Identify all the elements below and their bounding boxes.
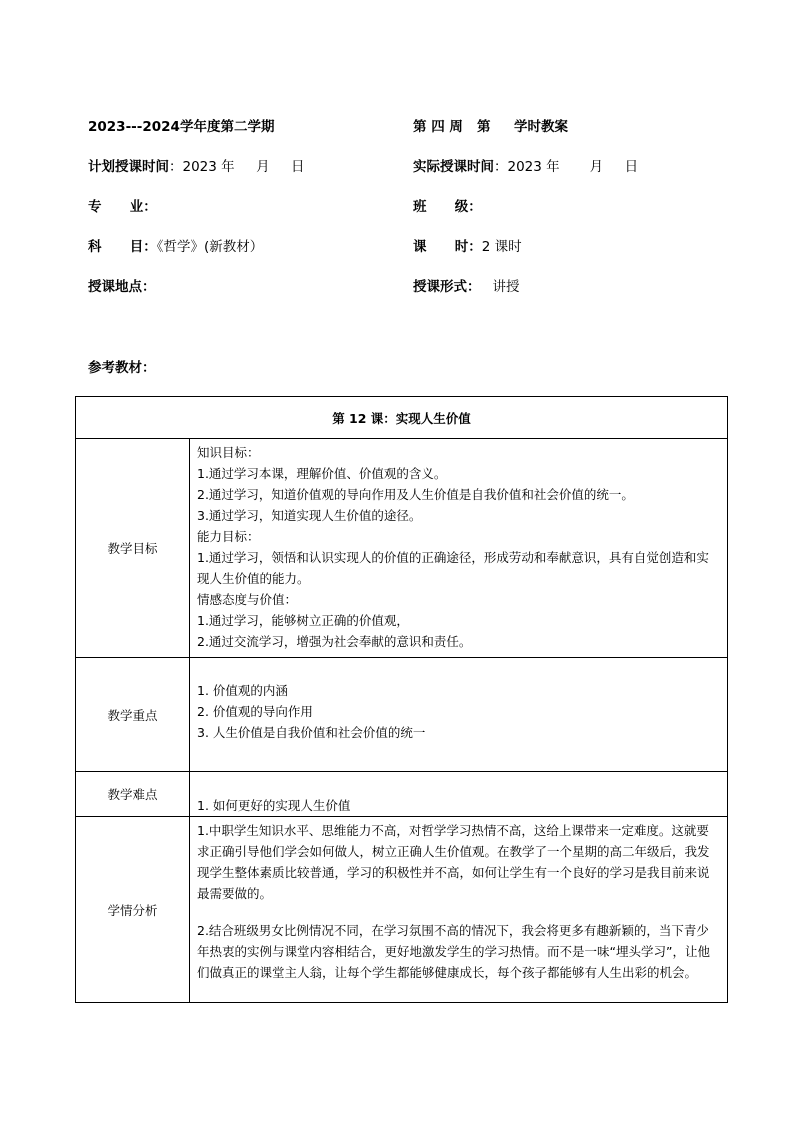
objectives-line: 1.通过学习本课，理解价值、价值观的含义。 (197, 466, 447, 481)
objectives-line: 2.通过学习，知道价值观的导向作用及人生价值是自我价值和社会价值的统一。 (197, 487, 634, 502)
objectives-content (190, 439, 728, 658)
key-points-content (190, 658, 728, 772)
key-point-item: 1. 价值观的内涵 (197, 683, 288, 698)
analysis-paragraph: 2.结合班级男女比例情况不同，在学习氛围不高的情况下，我会将更多有趣新颖的，当下青少年热衷的实例与课堂内容相结合，更好地激发学生的学习热情。而不是一味“埋头学习”，让他们做真正的课堂主人翁，让每个学生都能够健康成长，每个孩子都能够有人生出彩的机会。 (197, 923, 710, 980)
form (413, 275, 520, 295)
objectives-line: 知识目标： (197, 445, 260, 460)
actual-time (413, 155, 638, 175)
actual-time-label: 实际授课时间 (413, 159, 494, 175)
lesson-title: 第 12 课：实现人生价值 (76, 397, 728, 439)
objectives-line: 3.通过学习，知道实现人生价值的途径。 (197, 508, 422, 523)
plan-time-value: ：2023 年 月 日 (169, 159, 305, 175)
objectives-line: 1.通过学习，领悟和认识实现人的价值的正确途径，形成劳动和奉献意识，具有自觉创造和实现人生价值的能力。 (197, 550, 709, 586)
week-title: 第 四 周 第 学时教案 (413, 119, 568, 135)
reference: 参考教材： (88, 360, 156, 376)
student-analysis-content (190, 817, 728, 1003)
objectives-line: 2.通过交流学习，增强为社会奉献的意识和责任。 (197, 634, 472, 649)
objectives-line: 情感态度与价值： (197, 592, 298, 607)
class: 班 级： (413, 199, 482, 215)
student-analysis-label: 学情分析 (76, 817, 190, 1003)
plan-time-label: 计划授课时间 (88, 159, 169, 175)
key-point-item: 3. 人生价值是自我价值和社会价值的统一 (197, 725, 426, 740)
key-point-item: 2. 价值观的导向作用 (197, 704, 313, 719)
place: 授课地点： (88, 279, 156, 295)
difficulties-content (190, 772, 728, 817)
difficulties-label: 教学难点 (76, 772, 190, 817)
term-title: 2023---2024学年度第二学期 (88, 119, 275, 135)
actual-time-value: ：2023 年 月 日 (494, 159, 639, 175)
form-label: 授课形式： (413, 279, 481, 295)
lesson-plan-table (75, 396, 728, 1003)
objectives-line: 1.通过学习，能够树立正确的价值观， (197, 613, 409, 628)
subject (88, 235, 263, 255)
analysis-paragraph: 1.中职学生知识水平、思维能力不高，对哲学学习热情不高，这给上课带来一定难度。这就要求正确引导他们学会如何做人，树立正确人生价值观。在教学了一个星期的高二年级后，我发现学生整体素质比较普通，学习的积极性并不高，如何让学生有一个良好的学习是我目前来说最需要做的。 (197, 823, 710, 901)
difficulty-item: 1. 如何更好的实现人生价值 (197, 798, 351, 813)
major: 专 业： (88, 199, 157, 215)
hours (413, 235, 522, 255)
form-value: 讲授 (492, 279, 520, 295)
plan-time (88, 155, 305, 175)
subject-value: 《哲学》(新教材） (156, 239, 264, 255)
objectives-label: 教学目标 (76, 439, 190, 658)
hours-value: 2 课时 (481, 239, 522, 255)
subject-label: 科 目： (88, 239, 157, 255)
key-points-label: 教学重点 (76, 658, 190, 772)
hours-label: 课 时： (413, 239, 482, 255)
objectives-line: 能力目标： (197, 529, 260, 544)
